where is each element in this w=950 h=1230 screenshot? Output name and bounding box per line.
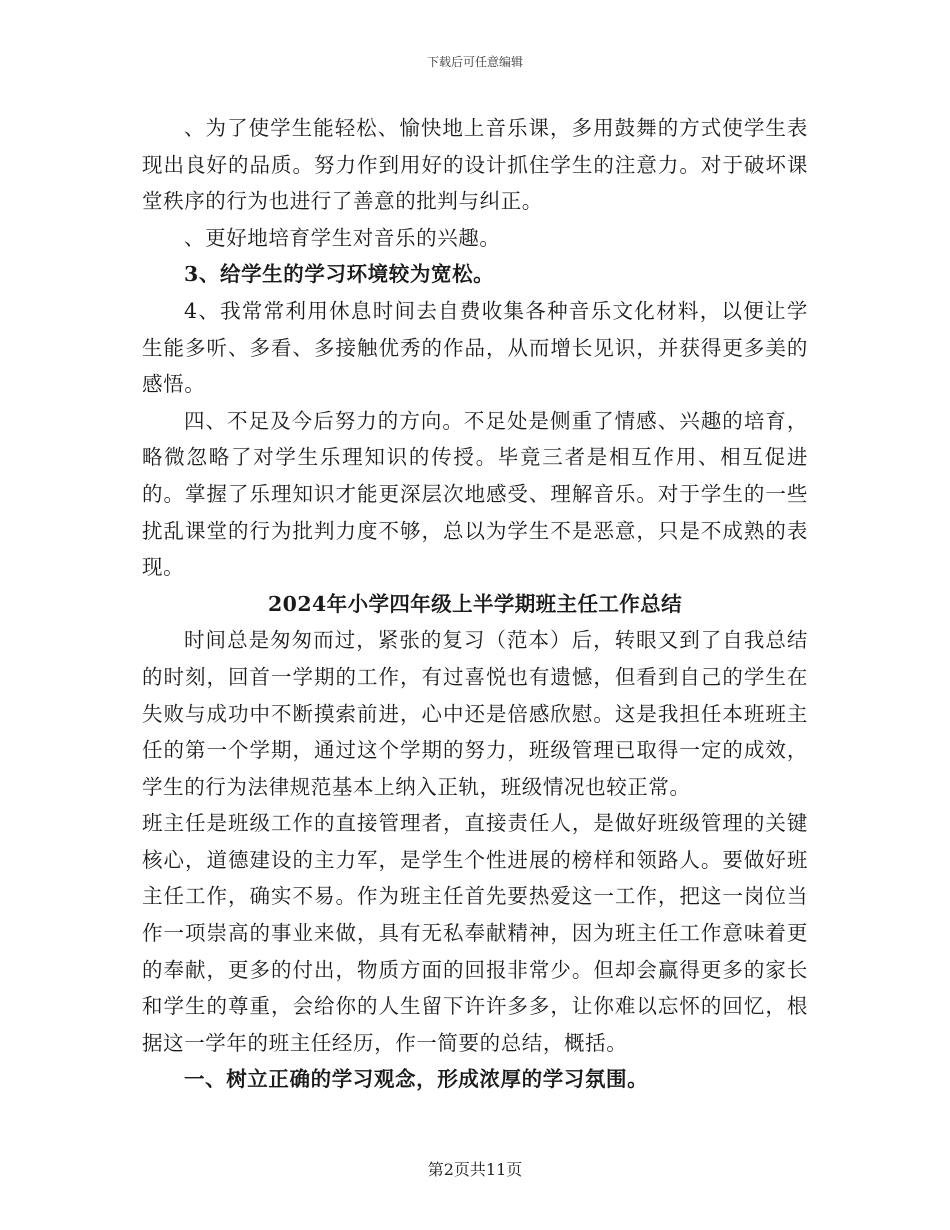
page-number-footer: 第2页共11页 <box>427 1160 523 1179</box>
paragraph-learning-environment: 3、给学生的学习环境较为宽松。 <box>184 262 495 287</box>
document-body <box>142 110 808 1098</box>
section-title: 2024年小学四年级上半学期班主任工作总结 <box>268 591 682 616</box>
paragraph-music-class-methods: 、为了使学生能轻松、愉快地上音乐课，多用鼓舞的方式使学生表现出良好的品质。努力作到用好的设计抓住学生的注意力。对于破坏课堂秩序的行为也进行了善意的批判与纠正。 <box>142 116 808 214</box>
heading-learning-concept: 一、树立正确的学习观念，形成浓厚的学习氛围。 <box>184 1067 649 1092</box>
paragraph-head-teacher-role: 班主任是班级工作的直接管理者，直接责任人，是做好班级管理的关键核心，道德建设的主力军，是学生个性进展的榜样和领路人。要做好班主任工作，确实不易。作为班主任首先要热爱这一工作，把这一岗位当作一项崇高的事业来做，具有无私奉献精神，因为班主任工作意味着更的奉献，更多的付出，物质方面的回报非常少。但却会赢得更多的家长和学生的尊重，会给你的人生留下许许多多，让你难以忘怀的回忆，根据这一学年的班主任经历，作一简要的总结，概括。 <box>142 811 808 1055</box>
page-header-note: 下载后可任意编辑 <box>426 55 523 69</box>
paragraph-music-interest: 、更好地培育学生对音乐的兴趣。 <box>184 225 501 250</box>
paragraph-collect-materials: 4、我常常利用休息时间去自费收集各种音乐文化材料，以便让学生能多听、多看、多接触优秀的作品，从而增长见识，并获得更多美的感悟。 <box>142 298 808 397</box>
paragraph-shortcomings: 四、不足及今后努力的方向。不足处是侧重了情感、兴趣的培育，略微忽略了对学生乐理知识的传授。毕竟三者是相互作用、相互促进的。掌握了乐理知识才能更深层次地感受、理解音乐。对于学生的一些扰乱课堂的行为批判力度不够，总以为学生不是恶意，只是不成熟的表现。 <box>142 408 808 580</box>
paragraph-semester-intro: 时间总是匆匆而过，紧张的复习（范本）后，转眼又到了自我总结的时刻，回首一学期的工作，有过喜悦也有遗憾，但看到自己的学生在失败与成功中不断摸索前进，心中还是倍感欣慰。这是我担任本班班主任的第一个学期，通过这个学期的努力，班级管理已取得一定的成效，学生的行为法律规范基本上纳入正轨，班级情况也较正常。 <box>142 628 808 799</box>
